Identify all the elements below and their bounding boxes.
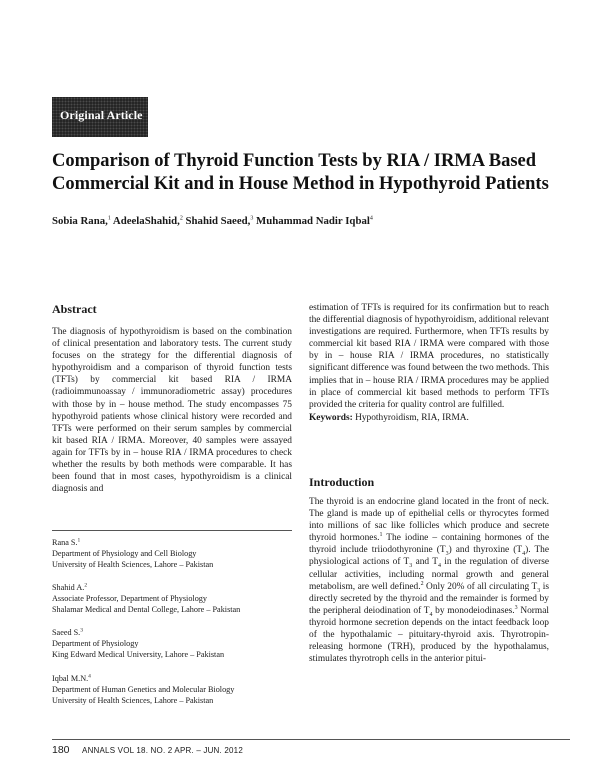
author-name: Sobia Rana, [52,215,108,227]
author-name: AdeelaShahid, [112,215,180,227]
affiliation-department: Department of Physiology and Cell Biology [52,549,197,558]
introduction-text: The thyroid is an endocrine gland located in the front of neck. The gland is made up of epithelial cells or thyrocytes formed into millions of sac like follicles which produce and secrete thyroid hormones.$^1$ The iodine – containing hormones of the thyroid include triiodothyronine $(T_3)$ and thyroxine $(T_4)$. The physiological actions of $T_3$ and $T_4$ in the regulation of diverse cellular activities, including normal growth and general metabolism, are well defined.$^2$ Only 20% of all circulating $T_3$ is directly secreted by the thyroid and the remainder is formed by the peripheral deiodination of $T_4$ by monodeiodinases.$^3$ Normal thyroid hormone secretion depends on the intact feedback loop of the hypothalamic – pituitary-thyroid axis. Thyrotropin-releasing hormone (TRH), produced by the hypothalamus, stimulates thyrotroph cells in the anterior pitui- [309,497,550,665]
abstract-left-column [52,302,292,495]
author-name: Muhammad Nadir Iqbal [256,215,370,227]
affiliation-department: Department of Physiology [52,639,139,648]
author-affiliation-marker: 3 [250,215,254,222]
citation-marker: 1 [379,532,383,539]
keywords-values: Hypothyroidism, RIA, IRMA. [355,412,469,423]
affiliation-block: Shahid A.$^2$ Associate Professor, Department of Physiology Shalamar Medical and Dental College, Lahore – Pakistan [52,582,302,615]
affiliation-author: Iqbal M.N. [52,674,89,683]
page-footer [52,744,243,756]
affiliation-divider [52,530,292,531]
abstract-text-part-2: estimation of TFTs is required for its confirmation but to reach the differential diagnosis of hypothyroidism, additional relevant investigations are required. Furthermore, when TFTs results by commercial kit based RIA / IRMA were compared with those by in – house RIA / IRMA procedures, no statistically significant difference was found between the two methods. This implies that in – house RIA / IRMA procedures may be applied in place of commercial kit based methods to perform TFTs provided the criteria for quality control are fulfilled. [309,303,549,410]
author-affiliation-marker: 2 [179,215,183,222]
author-affiliation-marker: 4 [369,215,373,222]
affiliation-institution: University of Health Sciences, Lahore – Pakistan [52,560,214,569]
affiliation-department: Department of Human Genetics and Molecular Biology [52,685,235,694]
journal-info: ANNALS VOL 18. NO. 2 APR. – JUN. 2012 [82,746,243,755]
affiliation-institution: King Edward Medical University, Lahore – Pakistan [52,650,225,659]
affiliation-author: Shahid A. [52,583,85,592]
keywords-label: Keywords: [309,412,353,423]
keywords-line [309,412,549,424]
affiliation-block: Iqbal M.N.$^4$ Department of Human Genetics and Molecular Biology University of Health Sciences, Lahore – Pakistan [52,673,302,706]
author-list [52,215,572,227]
affiliation-block: Saeed S.$^3$ Department of Physiology King Edward Medical University, Lahore – Pakistan [52,627,302,660]
affiliation-institution: Shalamar Medical and Dental College, Lahore – Pakistan [52,605,241,614]
affiliation-block: Rana S.$^1$ Department of Physiology and Cell Biology University of Health Sciences, Lahore – Pakistan [52,537,302,570]
affiliation-department: Associate Professor, Department of Physiology [52,594,207,603]
affiliation-institution: University of Health Sciences, Lahore – Pakistan [52,696,214,705]
abstract-heading: Abstract [52,302,97,316]
author-name: Shahid Saeed, [185,215,251,227]
introduction-heading: Introduction [309,475,375,489]
author-affiliation-marker: 1 [107,215,111,222]
article-type-label: Original Article [60,108,143,122]
citation-marker: 3 [514,604,518,611]
citation-marker: 2 [420,580,424,587]
abstract-right-column [309,302,549,424]
page-number: 180 [52,744,70,756]
paper-title: Comparison of Thyroid Function Tests by RIA / IRMA Based Commercial Kit and in House Method in Hypothyroid Patients [52,151,549,194]
affiliation-author: Rana S. [52,538,78,547]
affiliation-author: Saeed S. [52,628,81,637]
abstract-text-part-1: The diagnosis of hypothyroidism is based on the combination of clinical presentation and laboratory tests. The current study focuses on the strategy for the differential diagnosis of hypothyroidism and a comparison of thyroid function tests (TFTs) by commercial kit based RIA / IRMA (radioimmunoassay / immunoradiometric assay) procedures with those by in – house method. The study encompasses 75 hypothyroid patients whose clinical history were recorded and TFTs were performed on their serum samples by commercial kit based RIA / IRMA. Moreover, 40 samples were assayed again for TFTs by in – house RIA / IRMA procedures to check whether the results by both methods were comparable. It has been found that in most cases, hypothyroidism is a clinical diagnosis and [52,327,292,495]
footer-divider [52,739,570,740]
